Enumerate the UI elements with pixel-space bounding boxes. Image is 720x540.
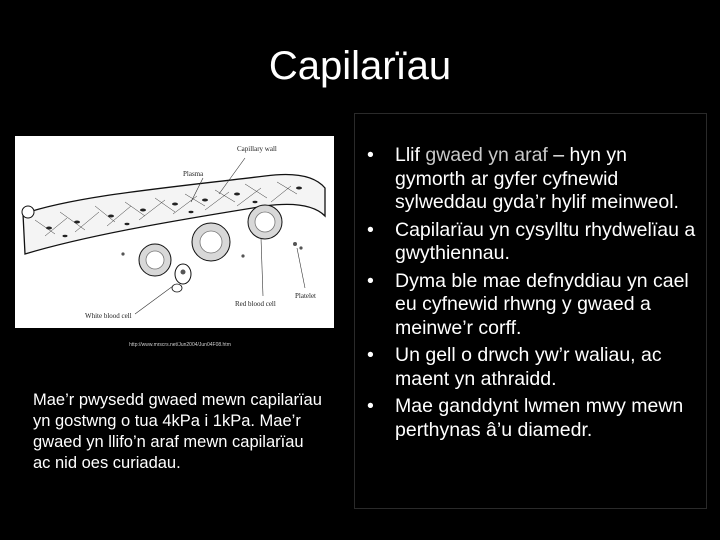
bullet-list <box>367 144 697 446</box>
bullet-dot: • <box>367 144 374 166</box>
bullet-dot: • <box>367 395 374 417</box>
bullet-1-text-end: – hyn yn gymorth ar gyfer cyfnewid sylweddau gyda’r hylif meinweol. <box>395 144 679 213</box>
bullet-item-2 <box>367 219 697 266</box>
bullet-item-3 <box>367 270 697 341</box>
bullet-item-1 <box>367 144 697 215</box>
bullet-5-text: Mae ganddynt lwmen mwy mewn perthynas â’u diamedr. <box>395 395 684 441</box>
label-white-blood-cell: White blood cell <box>85 312 132 320</box>
bullet-1-text-start: Llif <box>395 144 426 166</box>
bullet-dot: • <box>367 344 374 366</box>
capillary-illustration <box>15 136 334 328</box>
slide-title: Capilarïau <box>268 44 452 88</box>
white-blood-cell <box>172 264 191 292</box>
bullet-4-text: Un gell o drwch yw’r waliau, ac maent yn athraidd. <box>395 344 662 390</box>
label-plasma: Plasma <box>183 170 204 178</box>
bullet-dot: • <box>367 269 374 292</box>
label-red-blood-cell: Red blood cell <box>235 300 276 308</box>
pressure-paragraph: Mae’r pwysedd gwaed mewn capilarïau yn gostwng o tua 4kPa i 1kPa. Mae’r gwaed yn llifo’n araf mewn capilarïau ac nid oes curiadau. <box>33 391 322 472</box>
label-capillary-wall: Capillary wall <box>237 145 277 153</box>
bullet-item-4 <box>367 344 697 391</box>
bullet-3-text: Dyma ble mae defnyddiau yn cael eu cyfnewid rhwng y gwaed a meinwe’r corff. <box>395 269 689 339</box>
bullet-item-5 <box>367 395 697 442</box>
bullet-1-highlight: gwaed yn araf <box>425 144 548 166</box>
label-platelet: Platelet <box>295 292 316 300</box>
bullet-panel <box>354 113 707 509</box>
bullet-2-text: Capilarïau yn cysylltu rhydwelïau a gwythiennau. <box>395 218 696 264</box>
bullet-dot: • <box>367 218 374 241</box>
capillary-diagram <box>15 136 334 328</box>
image-credit-link[interactable]: http://www.mrscrs.net/Jun2004/Jun04F08.htm <box>129 342 231 348</box>
